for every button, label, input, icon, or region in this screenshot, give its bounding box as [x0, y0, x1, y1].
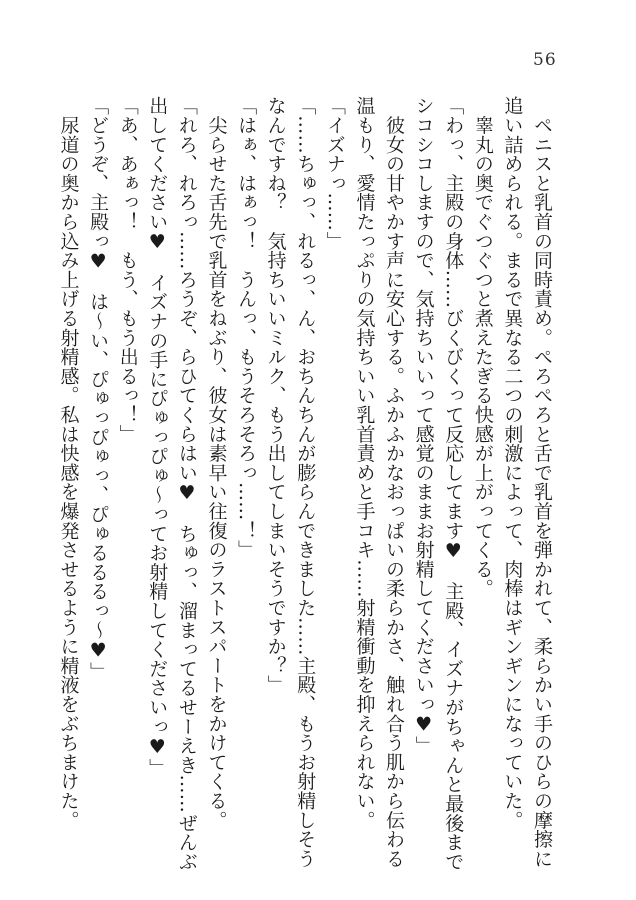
text-line: なんですね？ 気持ちいいミルク、もう出してしまいそうですか？」	[264, 96, 287, 695]
text-line: 「どうぞ、主殿っ♥ は～い、ぴゅっぴゅっ、ぴゅるるるっ～♥」	[87, 96, 110, 681]
page-number: 56	[533, 50, 557, 70]
text-line: シコシコしますので、気持ちいいって感覚のままお射精してくださいっ♥」	[412, 96, 435, 756]
text-line: 睾丸の奥でぐつぐつと煮えたぎる快感が上がってくる。	[471, 96, 494, 598]
vertical-text-body	[53, 96, 556, 871]
text-line: 「れろ、れろっ……ろうぞ、らひてくらはい♥ ちゅっ、溜まってるせーえき……ぜんぶ	[175, 96, 198, 871]
text-line: 温もり、愛情たっぷりの気持ちいい乳首責めと手コキ……射精衝動を抑えられない。	[353, 96, 376, 830]
text-line: 尿道の奥から込み上げる射精感。私は快感を爆発させるように精液をぶちまけた。	[57, 96, 80, 830]
text-line: 出してください♥ イズナの手にぴゅっぴゅ～ってお射精してくださいっ♥」	[146, 96, 169, 778]
text-line: 「はぁ、はぁっ！ うんっ、もうそろそろっ……！」	[235, 96, 258, 560]
text-line: 彼女の甘やかす声に安心する。ふかふかなおっぱいの柔らかさ、触れ合う肌から伝わる	[383, 96, 406, 868]
text-line: ペニスと乳首の同時責め。ぺろぺろと舌で乳首を弾かれて、柔らかい手のひらの摩擦に	[531, 96, 553, 868]
text-line: 「わっ、主殿の身体……びくびくって反応してます♥ 主殿、イズナがちゃんと最後まで	[442, 96, 465, 871]
text-line: 「イズナっ……」	[323, 96, 346, 251]
text-line: 尖らせた舌先で乳首をねぶり、彼女は素早い往復のラストスパートをかけてくる。	[205, 96, 228, 830]
text-line: 「あ、あぁっ！ もう、もう出るっ！」	[116, 96, 139, 444]
text-line: 追い詰められる。まるで異なる二つの刺激によって、肉棒はギンギンになっていた。	[501, 96, 524, 830]
text-line: 「……ちゅっ、れるっ、ん、おちんちんが膨らんできました……主殿、もうお射精しそう	[294, 96, 317, 868]
